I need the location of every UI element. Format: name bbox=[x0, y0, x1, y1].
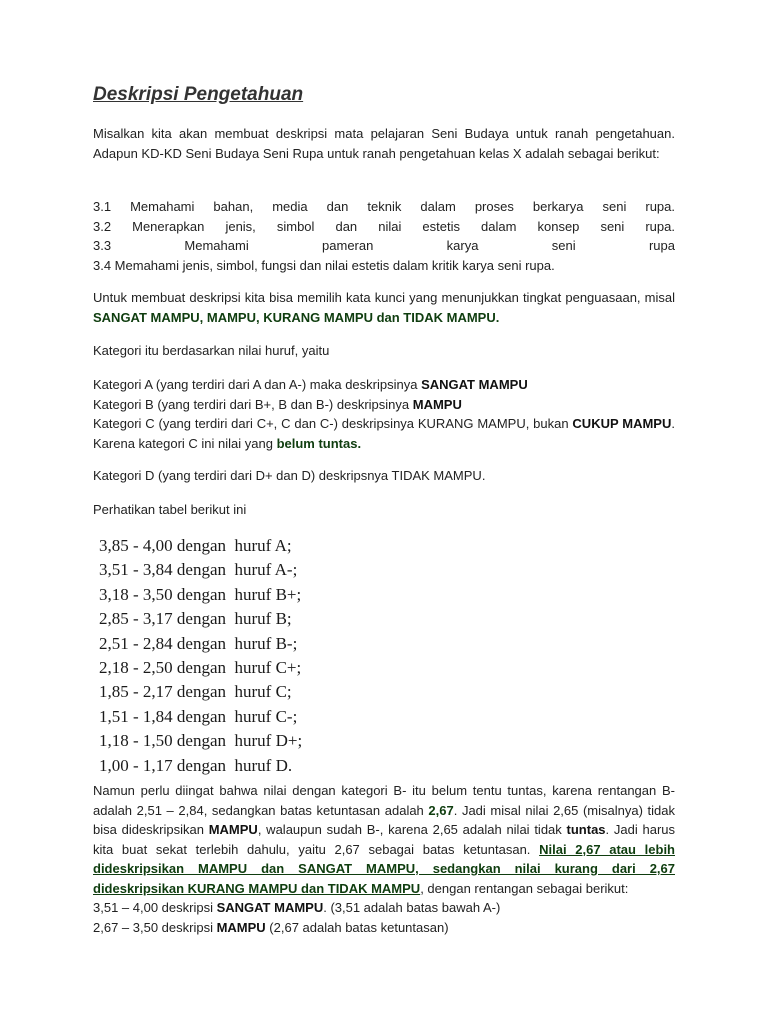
grade-range-row: 3,51 - 3,84 dengan huruf A-; bbox=[99, 560, 298, 580]
final-range-1 bbox=[93, 898, 675, 918]
grade-range-row: 1,00 - 1,17 dengan huruf D. bbox=[99, 755, 293, 775]
note-text-2: . Jadi misal nilai 2,65 (misalnya) tidak bisa dideskripsikan bbox=[93, 802, 675, 837]
final-range-2-tail: (2,67 adalah batas ketuntasan) bbox=[265, 919, 449, 935]
category-c-bold1: CUKUP MAMPU bbox=[572, 416, 672, 431]
table-intro: Perhatikan tabel berikut ini bbox=[93, 502, 247, 517]
note-text-5: , dengan rentangan sebagai berikut: bbox=[420, 880, 629, 896]
category-list bbox=[93, 375, 675, 453]
page-title: Deskripsi Pengetahuan bbox=[93, 84, 304, 105]
final-range-1-desc: SANGAT MAMPU bbox=[216, 900, 324, 915]
keywords-text: Untuk membuat deskripsi kita bisa memilih kata kunci yang menunjukkan tingkat penguasaan, misal bbox=[93, 290, 675, 305]
note-text-4: . Jadi harus kita buat sekat terlebih dahulu, yaitu 2,67 sebagai batas ketuntasan. bbox=[93, 822, 676, 857]
final-range-2-desc: MAMPU bbox=[216, 919, 266, 935]
note-text-1: Namun perlu diingat bahwa nilai dengan kategori B- itu belum tentu tuntas, karena rentangan B- adalah 2,51 – 2,84, sedangkan batas ketuntasan adalah bbox=[93, 783, 675, 818]
final-range-1-tail: . (3,51 adalah batas bawah A-) bbox=[323, 900, 501, 915]
grade-range-row: 2,85 - 3,17 dengan huruf B; bbox=[99, 609, 292, 629]
intro-paragraph: Misalkan kita akan membuat deskripsi mata pelajaran Seni Budaya untuk ranah pengetahuan. Adapun KD-KD Seni Budaya Seni Rupa untuk ranah pengetahuan kelas X adalah sebagai berikut: bbox=[93, 126, 675, 161]
note-rule: Nilai 2,67 atau lebih dideskripsikan MAMPU dan SANGAT MAMPU, sedangkan nilai kurang dari 2,67 dideskripsikan KURANG MAMPU dan TIDAK MAMPU bbox=[93, 841, 675, 896]
category-c-text2: . Karena kategori C ini nilai yang bbox=[93, 416, 675, 451]
keywords-highlight: SANGAT MAMPU, MAMPU, KURANG MAMPU dan TIDAK MAMPU. bbox=[93, 309, 500, 325]
grade-range-row: 1,51 - 1,84 dengan huruf C-; bbox=[99, 706, 298, 726]
grade-range-table bbox=[99, 534, 419, 778]
grade-range-row: 2,51 - 2,84 dengan huruf B-; bbox=[99, 633, 298, 653]
final-range-2 bbox=[93, 918, 675, 938]
kd-item: 3.1 Memahami bahan, media dan teknik dalam proses berkarya seni rupa. bbox=[93, 199, 675, 214]
grade-range-row: 3,18 - 3,50 dengan huruf B+; bbox=[99, 584, 302, 604]
final-range-2-text: 2,67 – 3,50 deskripsi bbox=[93, 919, 217, 935]
note-mampu: MAMPU bbox=[208, 822, 258, 837]
final-range-1-text: 3,51 – 4,00 deskripsi bbox=[93, 900, 217, 915]
category-b-desc: MAMPU bbox=[412, 396, 462, 412]
category-d: Kategori D (yang terdiri dari D+ dan D) deskripsnya TIDAK MAMPU. bbox=[93, 468, 486, 483]
note-tuntas: tuntas bbox=[566, 822, 606, 837]
category-a bbox=[93, 375, 675, 395]
grade-range-row: 1,85 - 2,17 dengan huruf C; bbox=[99, 682, 292, 702]
category-b-text: Kategori B (yang terdiri dari B+, B dan B-) deskripsinya bbox=[93, 396, 413, 412]
category-a-text: Kategori A (yang terdiri dari A dan A-) maka deskripsinya bbox=[93, 377, 422, 392]
note-paragraph bbox=[93, 781, 675, 898]
category-c-bold2: belum tuntas. bbox=[276, 435, 362, 451]
category-c-text: Kategori C (yang terdiri dari C+, C dan C-) deskripsinya KURANG MAMPU, bukan bbox=[93, 416, 573, 431]
keywords-paragraph bbox=[93, 288, 675, 327]
kd-list bbox=[93, 197, 675, 275]
category-a-desc: SANGAT MAMPU bbox=[421, 377, 528, 392]
note-text-3: , walaupun sudah B-, karena 2,65 adalah nilai tidak bbox=[257, 822, 567, 837]
grade-range-row: 1,18 - 1,50 dengan huruf D+; bbox=[99, 731, 303, 751]
grade-range-row: 3,85 - 4,00 dengan huruf A; bbox=[99, 536, 292, 555]
kd-item: 3.3 Memahami pameran karya seni rupa bbox=[93, 238, 675, 253]
category-c bbox=[93, 414, 675, 453]
note-threshold: 2,67 bbox=[428, 802, 454, 818]
kd-item: 3.2 Menerapkan jenis, simbol dan nilai estetis dalam konsep seni rupa. bbox=[93, 218, 675, 234]
kd-item: 3.4 Memahami jenis, simbol, fungsi dan nilai estetis dalam kritik karya seni rupa. bbox=[93, 257, 555, 273]
final-ranges bbox=[93, 898, 675, 937]
category-b bbox=[93, 395, 675, 415]
category-intro: Kategori itu berdasarkan nilai huruf, yaitu bbox=[93, 343, 330, 358]
grade-range-row: 2,18 - 2,50 dengan huruf C+; bbox=[99, 658, 302, 678]
